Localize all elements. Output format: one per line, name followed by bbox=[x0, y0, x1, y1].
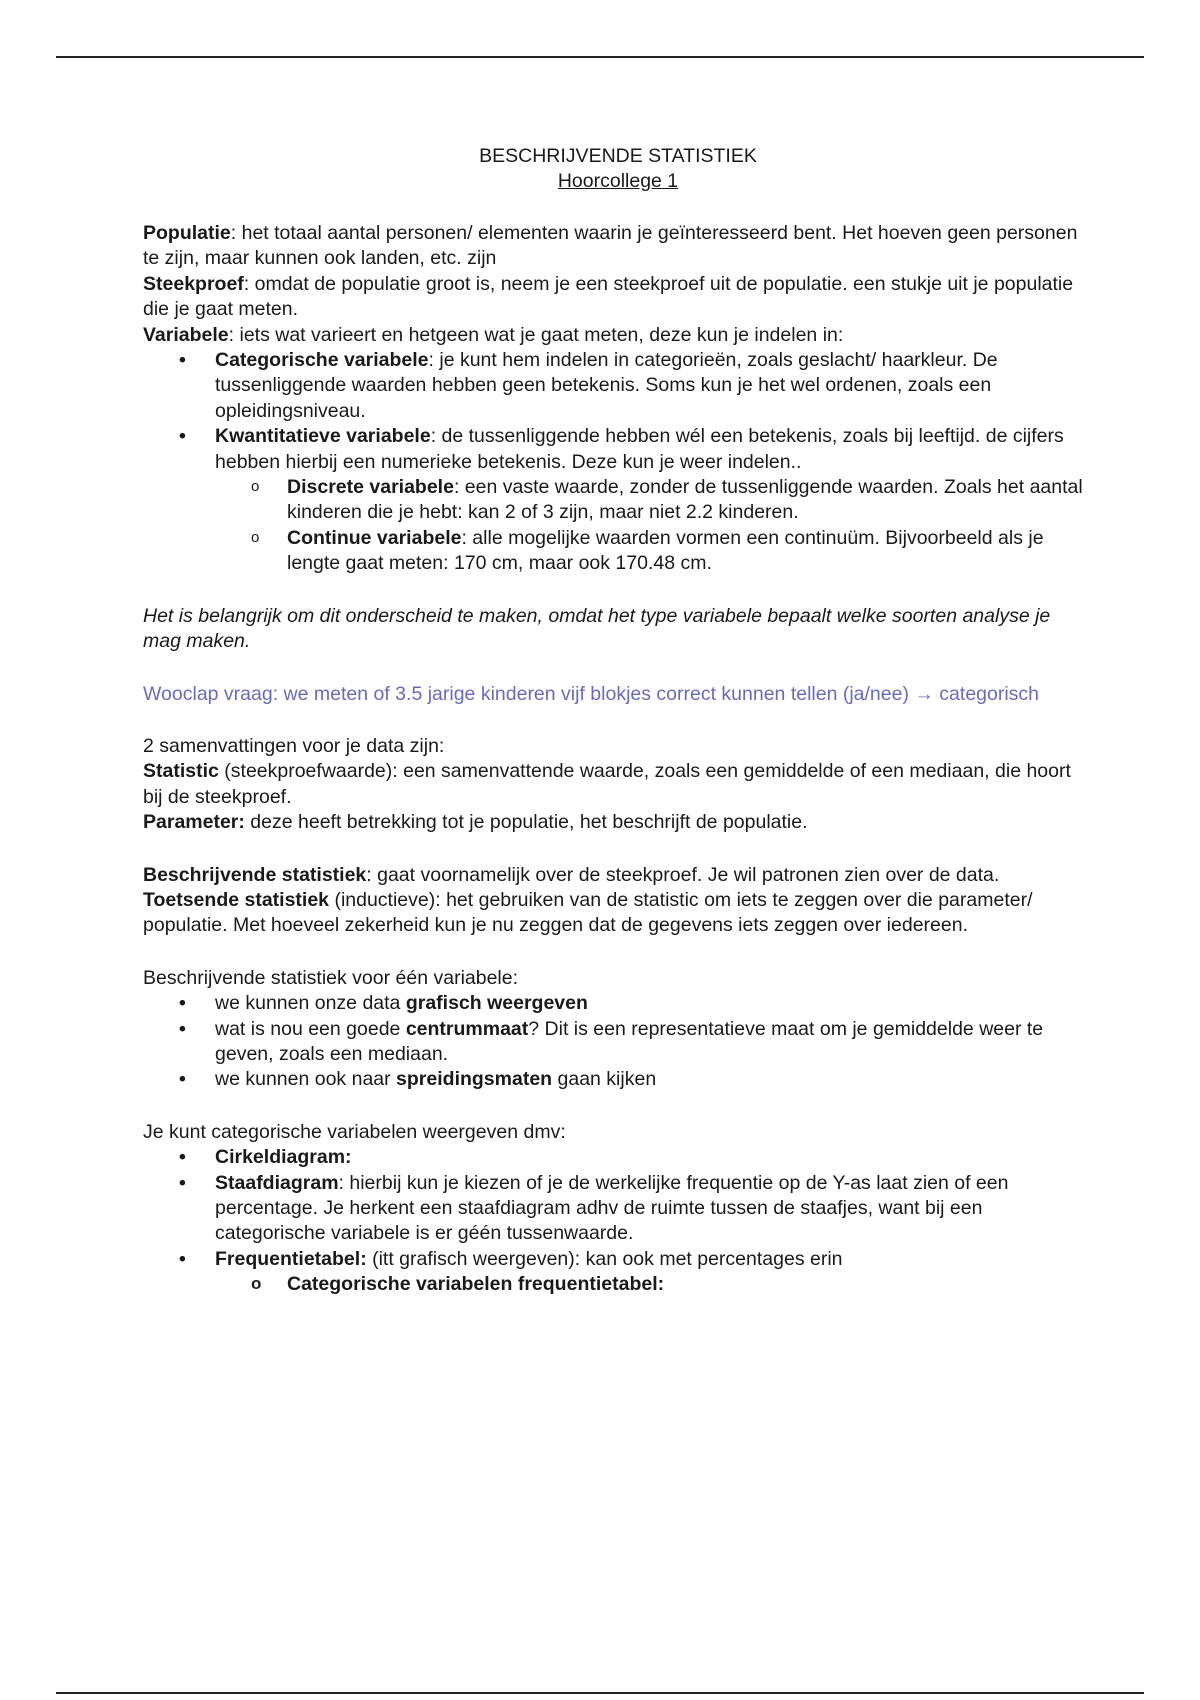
definition-statistic bbox=[143, 759, 1093, 810]
term-kwantitatieve-variabele: Kwantitatieve variabele bbox=[215, 425, 431, 448]
list-item bbox=[215, 1247, 1093, 1298]
definition-populatie-text: : het totaal aantal personen/ elementen waarin je geïnteresseerd bent. Het hoeven geen personen te zijn, maar kunnen ook landen, etc. zijn bbox=[143, 222, 1078, 270]
list-item-text: : een vaste waarde, zonder de tussenliggende waarden. Zoals het aantal kinderen die je hebt: kan 2 of 3 zijn, maar niet 2.2 kinderen. bbox=[287, 476, 1083, 524]
definition-steekproef-text: : omdat de populatie groot is, neem je een steekproef uit de populatie. een stukje uit je populatie die je gaat meten. bbox=[143, 272, 1074, 321]
definition-populatie bbox=[143, 221, 1093, 272]
spacer bbox=[143, 939, 1093, 966]
document-page bbox=[143, 144, 1093, 1298]
single-variable-intro: Beschrijvende statistiek voor één variabele: bbox=[143, 966, 519, 989]
spacer bbox=[143, 836, 1093, 863]
list-item bbox=[215, 348, 1093, 424]
term-toetsende-statistiek: Toetsende statistiek bbox=[143, 888, 330, 911]
list-item-text: : alle mogelijke waarden vormen een continuüm. Bijvoorbeeld als je lengte gaat meten: 170 cm, maar ook 170.48 cm. bbox=[287, 526, 1044, 575]
list-item-text: : je kunt hem indelen in categorieën, zoals geslacht/ haarkleur. De tussenliggende waarden hebben geen betekenis. Soms kun je het wel ordenen, zoals een opleidingsniveau. bbox=[215, 349, 998, 422]
list-item-bold: centrummaat bbox=[405, 1017, 529, 1040]
list-item-text: (itt grafisch weergeven): kan ook met percentages erin bbox=[366, 1247, 843, 1270]
term-parameter: Parameter: bbox=[143, 811, 245, 834]
wooclap-question: Wooclap vraag: we meten of 3.5 jarige kinderen vijf blokjes correct kunnen tellen (ja/nee) → categorisch bbox=[143, 682, 1040, 705]
categorical-display-intro: Je kunt categorische variabelen weergeven dmv: bbox=[143, 1120, 566, 1143]
list-item-bold: Cirkeldiagram: bbox=[215, 1146, 352, 1169]
term-discrete-variabele: Discrete variabele bbox=[287, 476, 454, 499]
list-item bbox=[215, 424, 1093, 576]
top-rule bbox=[56, 56, 1144, 58]
list-item bbox=[287, 475, 1093, 526]
definition-beschrijvende-text: : gaat voornamelijk over de steekproef. Je wil patronen zien over de data. bbox=[366, 863, 1000, 886]
list-item bbox=[287, 1272, 1093, 1297]
quantitative-subtypes-list bbox=[215, 475, 1093, 577]
definition-parameter-text: deze heeft betrekking tot je populatie, het beschrijft de populatie. bbox=[244, 811, 808, 834]
definition-beschrijvende-statistiek bbox=[143, 863, 1093, 888]
variable-types-list bbox=[143, 348, 1093, 577]
list-item-text: gaan kijken bbox=[552, 1068, 657, 1091]
list-item bbox=[215, 991, 1093, 1016]
definition-variabele bbox=[143, 323, 1093, 348]
list-item bbox=[215, 1067, 1093, 1092]
bottom-rule bbox=[56, 1692, 1144, 1694]
frequency-table-sublist bbox=[215, 1272, 1093, 1297]
list-item-text: we kunnen onze data bbox=[215, 992, 406, 1015]
list-item-bold: Staafdiagram bbox=[215, 1171, 339, 1194]
list-item bbox=[215, 1017, 1093, 1068]
list-item-text: ? Dit is een representatieve maat om je gemiddelde weer te geven, zoals een mediaan. bbox=[215, 1017, 1044, 1065]
list-item-text: we kunnen ook naar bbox=[215, 1068, 397, 1091]
list-item bbox=[215, 1171, 1093, 1247]
italic-note: Het is belangrijk om dit onderscheid te maken, omdat het type variabele bepaalt welke soorten analyse je mag maken. bbox=[143, 604, 1051, 653]
list-item-bold: Frequentietabel: bbox=[215, 1247, 367, 1270]
term-categorische-variabele: Categorische variabele bbox=[215, 349, 429, 372]
list-item-bold: grafisch weergeven bbox=[405, 992, 588, 1015]
list-item-text: wat is nou een goede bbox=[215, 1017, 406, 1040]
definition-parameter bbox=[143, 810, 1093, 835]
page-title: BESCHRIJVENDE STATISTIEK bbox=[479, 145, 757, 167]
term-beschrijvende-statistiek: Beschrijvende statistiek bbox=[143, 863, 367, 886]
definition-steekproef bbox=[143, 272, 1093, 323]
term-steekproef: Steekproef bbox=[143, 272, 244, 295]
spacer bbox=[143, 1093, 1093, 1120]
list-item-bold: spreidingsmaten bbox=[396, 1068, 553, 1091]
list-item bbox=[287, 526, 1093, 577]
spacer bbox=[143, 707, 1093, 734]
page-subtitle: Hoorcollege 1 bbox=[557, 170, 679, 192]
term-variabele: Variabele bbox=[143, 323, 229, 346]
term-statistic: Statistic bbox=[143, 760, 219, 783]
term-continue-variabele: Continue variabele bbox=[287, 526, 462, 549]
definition-toetsende-statistiek bbox=[143, 888, 1093, 939]
list-item-text: : hierbij kun je kiezen of je de werkelijke frequentie op de Y-as laat zien of een percentage. Je herkent een staafdiagram adhv de ruimte tussen de staafjes, want bij een categorische variabele is er géén tussenwaarde. bbox=[215, 1171, 1009, 1245]
list-item-bold: Categorische variabelen frequentietabel: bbox=[287, 1273, 665, 1296]
term-populatie: Populatie bbox=[143, 222, 231, 244]
list-item bbox=[215, 1145, 1093, 1170]
spacer bbox=[143, 577, 1093, 604]
definition-toetsende-text: (inductieve): het gebruiken van de statistic om iets te zeggen over die parameter/ populatie. Met hoeveel zekerheid kun je nu zeggen dat de gegevens iets zeggen over iedereen. bbox=[143, 888, 1033, 937]
list-item-text: : de tussenliggende hebben wél een betekenis, zoals bij leeftijd. de cijfers hebben hierbij een numerieke betekenis. Deze kun je weer indelen.. bbox=[215, 425, 1064, 473]
definition-variabele-text: : iets wat varieert en hetgeen wat je gaat meten, deze kun je indelen in: bbox=[228, 323, 844, 346]
single-variable-list bbox=[143, 991, 1093, 1093]
categorical-display-list bbox=[143, 1145, 1093, 1297]
definition-statistic-text: (steekproefwaarde): een samenvattende waarde, zoals een gemiddelde of een mediaan, die hoort bij de steekproef. bbox=[143, 760, 1071, 808]
summaries-intro: 2 samenvattingen voor je data zijn: bbox=[143, 734, 445, 757]
spacer bbox=[143, 655, 1093, 682]
